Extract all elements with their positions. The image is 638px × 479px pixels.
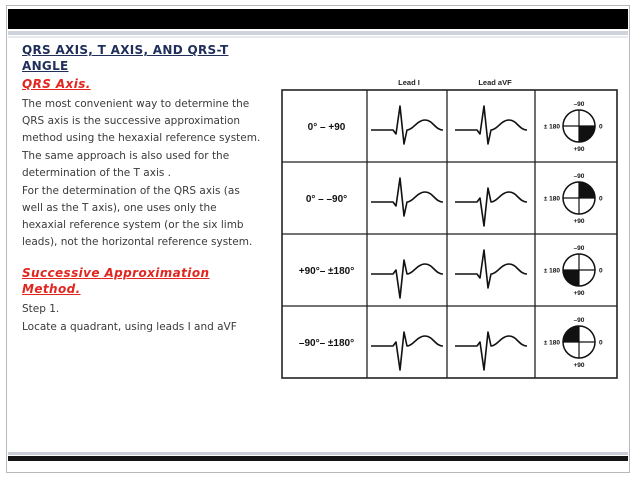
dial-label-left: ± 180 [543,123,560,131]
lead-i-waveform [371,332,443,370]
lead-avf-waveform [455,106,527,144]
method-heading: Successive Approximation Method. [22,266,210,296]
top-band [8,9,628,29]
header-lead-i: Lead I [398,78,420,87]
lead-avf-waveform [455,250,527,288]
axis-range-label: +90°– ±180° [298,266,355,277]
paragraph-1: The most convenient way to determine the QRS axis is the successive approximation method using the hexaxial reference system. [22,98,261,144]
lead-i-waveform [371,106,443,144]
dial-label-top: –90 [573,101,585,108]
dial-label-right: 0 [599,195,603,203]
dial-label-bottom: +90 [573,146,585,153]
text-column [22,42,262,336]
axis-dial [544,173,603,225]
bottom-rule [8,452,628,455]
dial-label-left: ± 180 [543,195,560,203]
dial-label-top: –90 [573,317,585,324]
lead-i-waveform [371,260,443,298]
lead-avf-waveform [455,332,527,370]
step-text: Locate a quadrant, using leads I and aVF [22,321,237,333]
dial-label-bottom: +90 [573,362,585,369]
dial-label-left: ± 180 [543,267,560,275]
dial-label-bottom: +90 [573,218,585,225]
paragraph-3: For the determination of the QRS axis (as well as the T axis), one uses only the hexaxial reference system (or the six limb leads), not the horizontal reference system. [22,185,253,248]
axis-dial [544,317,603,369]
dial-label-right: 0 [599,123,603,131]
step-label: Step 1. [22,303,60,315]
top-rule [8,31,628,35]
qrs-axis-figure [277,72,622,382]
dial-label-top: –90 [573,173,585,180]
dial-label-bottom: +90 [573,290,585,297]
qrs-axis-subheading: QRS Axis. [22,77,91,91]
paragraph-2: The same approach is also used for the determination of the T axis . [22,150,230,179]
dial-label-right: 0 [599,339,603,347]
lead-i-waveform [371,178,443,216]
axis-dial [544,101,603,153]
dial-label-right: 0 [599,267,603,275]
bottom-band [8,456,628,461]
dial-label-top: –90 [573,245,585,252]
slide-title: QRS AXIS, T AXIS, AND QRS-T ANGLE [22,43,229,73]
dial-label-left: ± 180 [543,339,560,347]
top-rule-light [8,36,628,38]
lead-avf-waveform [455,188,527,226]
axis-range-label: –90°– ±180° [298,338,355,349]
qrs-axis-table [277,72,622,382]
axis-range-label: 0° – –90° [305,194,348,205]
axis-range-label: 0° – +90 [307,122,346,133]
axis-dial [544,245,603,297]
header-lead-avf: Lead aVF [478,78,512,87]
